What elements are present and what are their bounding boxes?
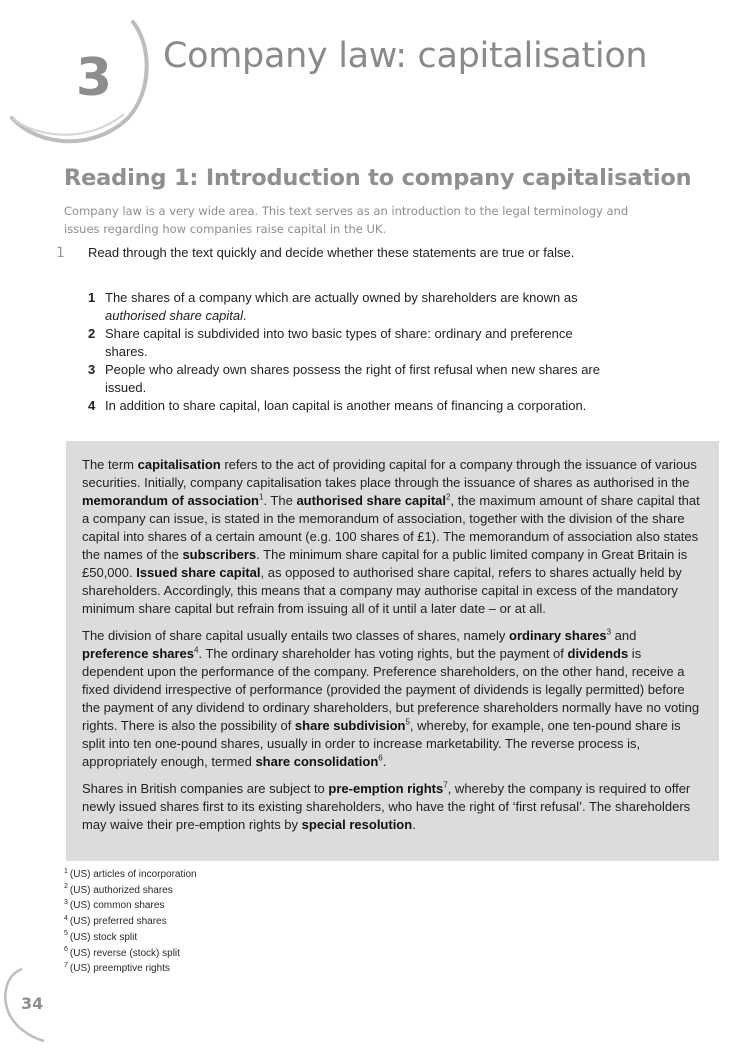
footnote: $^4$ (US) preferred shares: [64, 914, 167, 928]
chapter-number: 3: [75, 48, 113, 108]
statement-text: People who already own shares possess the right of first refusal when new shares are issued.: [105, 362, 600, 395]
footnote: $^3$ (US) common shares: [64, 899, 165, 912]
text-paragraph-1: The term capitalisation refers to the act of providing capital for a company through the issuance of various securities. Initially, company capitalisation takes place through the issuance of shares as authorised in the memorandum of association$^1$. The authorised share capital$^2$, the maximum amount of share capital that a company can issue, is stated in the memorandum of association, together with the division of the share capital into shares of a certain amount (e.g. 100 shares of £1). The memorandum of association also states the names of the subscribers. The minimum share capital for a public limited company in Great Britain is £50,000. Issued share capital, as opposed to authorised share capital, refers to shares actually held by shareholders. Accordingly, this means that a company may authorise capital in excess of the mandatory minimum share capital but refrain from issuing all of it until a later date – or at all.: [82, 457, 700, 616]
text-paragraph-2: The division of share capital usually entails two classes of shares, namely ordinary shares$^3$ and preference shares$^4$. The ordinary shareholder has voting rights, but the payment of dividends is dependent upon the performance of the company. Preference shareholders, on the other hand, receive a fixed dividend irrespective of performance (provided the payment of dividends is legally permitted) before the payment of any dividend to ordinary shareholders, but preference shareholders normally have no voting rights. There is also the possibility of share subdivision$^5$, whereby, for example, one ten-pound share is split into ten one-pound shares, usually in order to increase marketability. The reverse process is, appropriately enough, termed share consolidation$^6$.: [82, 627, 700, 769]
statement-item: [88, 361, 608, 397]
statement-number: 1: [88, 290, 96, 305]
chapter-title: Company law: capitalisation: [163, 36, 648, 76]
footnote: $^6$ (US) reverse (stock) split: [64, 946, 180, 959]
statement-term: authorised share capital: [105, 308, 244, 323]
footnote: $^2$ (US) authorized shares: [64, 883, 173, 896]
statement-text: Share capital is subdivided into two basic types of share: ordinary and preference shares.: [105, 326, 573, 359]
task-text: Read through the text quickly and decide whether these statements are true or false.: [88, 245, 575, 260]
footnote-list: [64, 867, 197, 977]
task-number: 1: [56, 245, 65, 261]
statement-item: [88, 325, 608, 361]
statement-number: 3: [88, 362, 96, 377]
statement-text: The shares of a company which are actually owned by shareholders are known as: [105, 290, 578, 305]
footnote: $^5$ (US) stock split: [64, 930, 138, 943]
statement-item: [88, 289, 608, 325]
reading-text-box: [66, 441, 719, 861]
text-paragraph-3: Shares in British companies are subject to pre-emption rights$^7$, whereby the company is required to offer newly issued shares first to its existing shareholders, who have the right of ‘first refusal’. The shareholders may waive their pre-emption rights by special resolution.: [82, 780, 691, 832]
statement-punct: .: [243, 308, 247, 323]
statement-number: 4: [88, 398, 96, 413]
statement-list: [88, 289, 608, 415]
statement-item: [88, 397, 608, 415]
statement-number: 2: [88, 326, 96, 341]
page-number: 34: [21, 994, 44, 1013]
reading-intro: Company law is a very wide area. This text serves as an introduction to the legal terminology and issues regarding how companies raise capital in the UK.: [64, 204, 629, 236]
task-instruction: [56, 244, 584, 262]
footnote: $^1$ (US) articles of incorporation: [64, 867, 197, 880]
footnote: $^7$ (US) preemptive rights: [64, 961, 170, 975]
reading-title: Reading 1: Introduction to company capitalisation: [64, 165, 692, 191]
statement-text: In addition to share capital, loan capital is another means of financing a corporation.: [105, 398, 587, 413]
